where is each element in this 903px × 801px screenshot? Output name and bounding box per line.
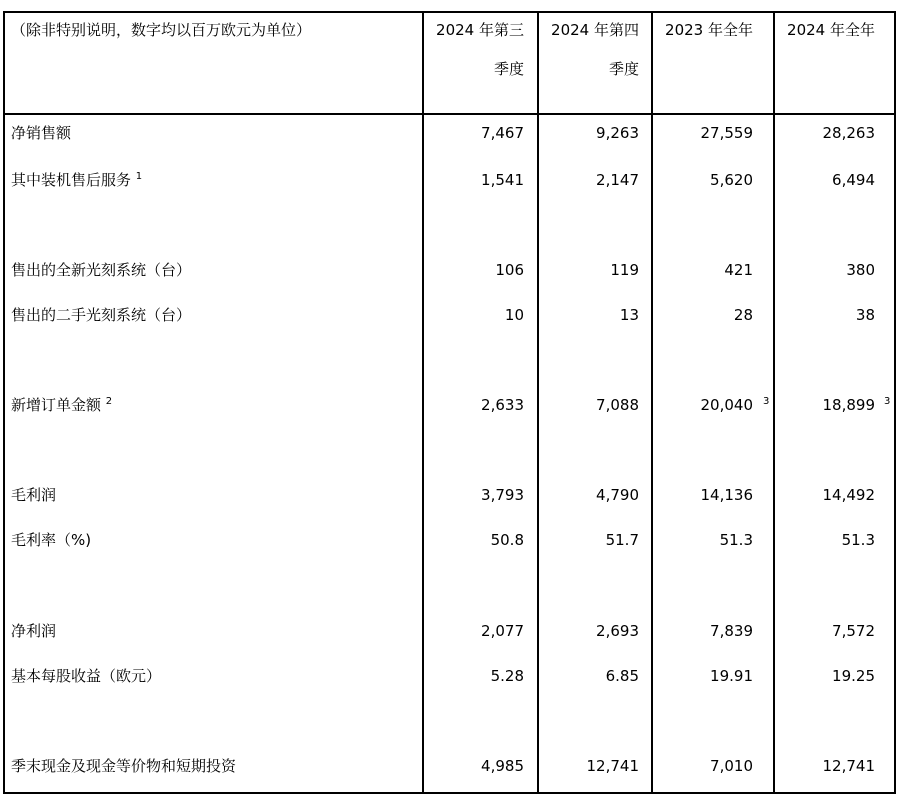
row-label-new-systems-sold: 售出的全新光刻系统（台） — [11, 261, 192, 279]
column-header-fy-2023: 2023 年全年 — [665, 21, 753, 39]
value-q3-2024: 7,467 — [481, 124, 524, 142]
value-q4-2024: 7,088 — [596, 396, 639, 414]
value-fy-2024: 19.25 — [832, 667, 875, 685]
footnote-marker: 1 — [135, 171, 143, 182]
row-label-gross-profit: 毛利润 — [11, 486, 57, 504]
value-q4-2024: 2,693 — [596, 622, 639, 640]
column-header-fy-2024: 2024 年全年 — [787, 21, 875, 39]
value-q4-2024: 119 — [610, 261, 639, 279]
value-q3-2024: 5.28 — [490, 667, 524, 685]
value-q4-2024: 12,741 — [586, 757, 639, 775]
value-q3-2024: 3,793 — [481, 486, 524, 504]
column-divider — [422, 13, 424, 792]
value-fy-2023: 51.3 — [719, 531, 753, 549]
value-q3-2024: 50.8 — [490, 531, 524, 549]
value-q4-2024: 6.85 — [605, 667, 639, 685]
value-fy-2023: 14,136 — [700, 486, 753, 504]
value-fy-2023: 5,620 — [710, 171, 753, 189]
value-q3-2024: 1,541 — [481, 171, 524, 189]
column-header-q3-2024: 2024 年第三 季度 — [436, 21, 524, 78]
value-fy-2023: 27,559 — [700, 124, 753, 142]
value-q3-2024: 10 — [504, 306, 524, 324]
value-fy-2024: 6,494 — [832, 171, 875, 189]
value-q4-2024: 2,147 — [596, 171, 639, 189]
column-divider — [537, 13, 539, 792]
value-q4-2024: 13 — [619, 306, 639, 324]
value-q4-2024: 9,263 — [596, 124, 639, 142]
value-fy-2023: 19.91 — [710, 667, 753, 685]
value-q4-2024: 51.7 — [605, 531, 639, 549]
financial-summary-table — [3, 11, 896, 794]
value-q3-2024: 2,077 — [481, 622, 524, 640]
value-fy-2023: 28 — [733, 306, 753, 324]
footnote-marker: 3 — [763, 396, 770, 407]
column-divider — [773, 13, 775, 792]
row-label-used-systems-sold: 售出的二手光刻系统（台） — [11, 306, 192, 324]
row-label-net-bookings: 新增订单金额 $^2$ — [11, 396, 113, 414]
value-q3-2024: 2,633 — [481, 396, 524, 414]
header-divider — [5, 113, 894, 115]
value-fy-2024: 7,572 — [832, 622, 875, 640]
footnote-marker: 3 — [884, 396, 891, 407]
value-fy-2023: 7,010 — [710, 757, 753, 775]
column-header-q4-2024: 2024 年第四 季度 — [551, 21, 639, 78]
row-label-net-sales: 净销售额 — [11, 124, 72, 142]
value-fy-2024: 14,492 — [822, 486, 875, 504]
value-fy-2023: 7,839 — [710, 622, 753, 640]
column-divider — [651, 13, 653, 792]
row-label-gross-margin: 毛利率（%) — [11, 531, 92, 549]
value-fy-2023: 421 — [724, 261, 753, 279]
row-label-cash-and-investments: 季末现金及现金等价物和短期投资 — [11, 757, 237, 775]
value-q3-2024: 106 — [495, 261, 524, 279]
row-label-eps: 基本每股收益（欧元） — [11, 667, 162, 685]
value-fy-2024: 380 — [846, 261, 875, 279]
value-fy-2024: 38 — [855, 306, 875, 324]
value-q4-2024: 4,790 — [596, 486, 639, 504]
value-fy-2024: 18,899 — [822, 396, 875, 414]
row-label-installed-base: 其中装机售后服务 $^1$ — [11, 171, 143, 189]
value-fy-2024: 12,741 — [822, 757, 875, 775]
unit-note: （除非特别说明，数字均以百万欧元为单位） — [11, 21, 312, 39]
value-fy-2024: 51.3 — [841, 531, 875, 549]
row-label-net-income: 净利润 — [11, 622, 57, 640]
footnote-marker: 2 — [105, 396, 113, 407]
value-q3-2024: 4,985 — [481, 757, 524, 775]
value-fy-2024: 28,263 — [822, 124, 875, 142]
value-fy-2023: 20,040 — [700, 396, 753, 414]
